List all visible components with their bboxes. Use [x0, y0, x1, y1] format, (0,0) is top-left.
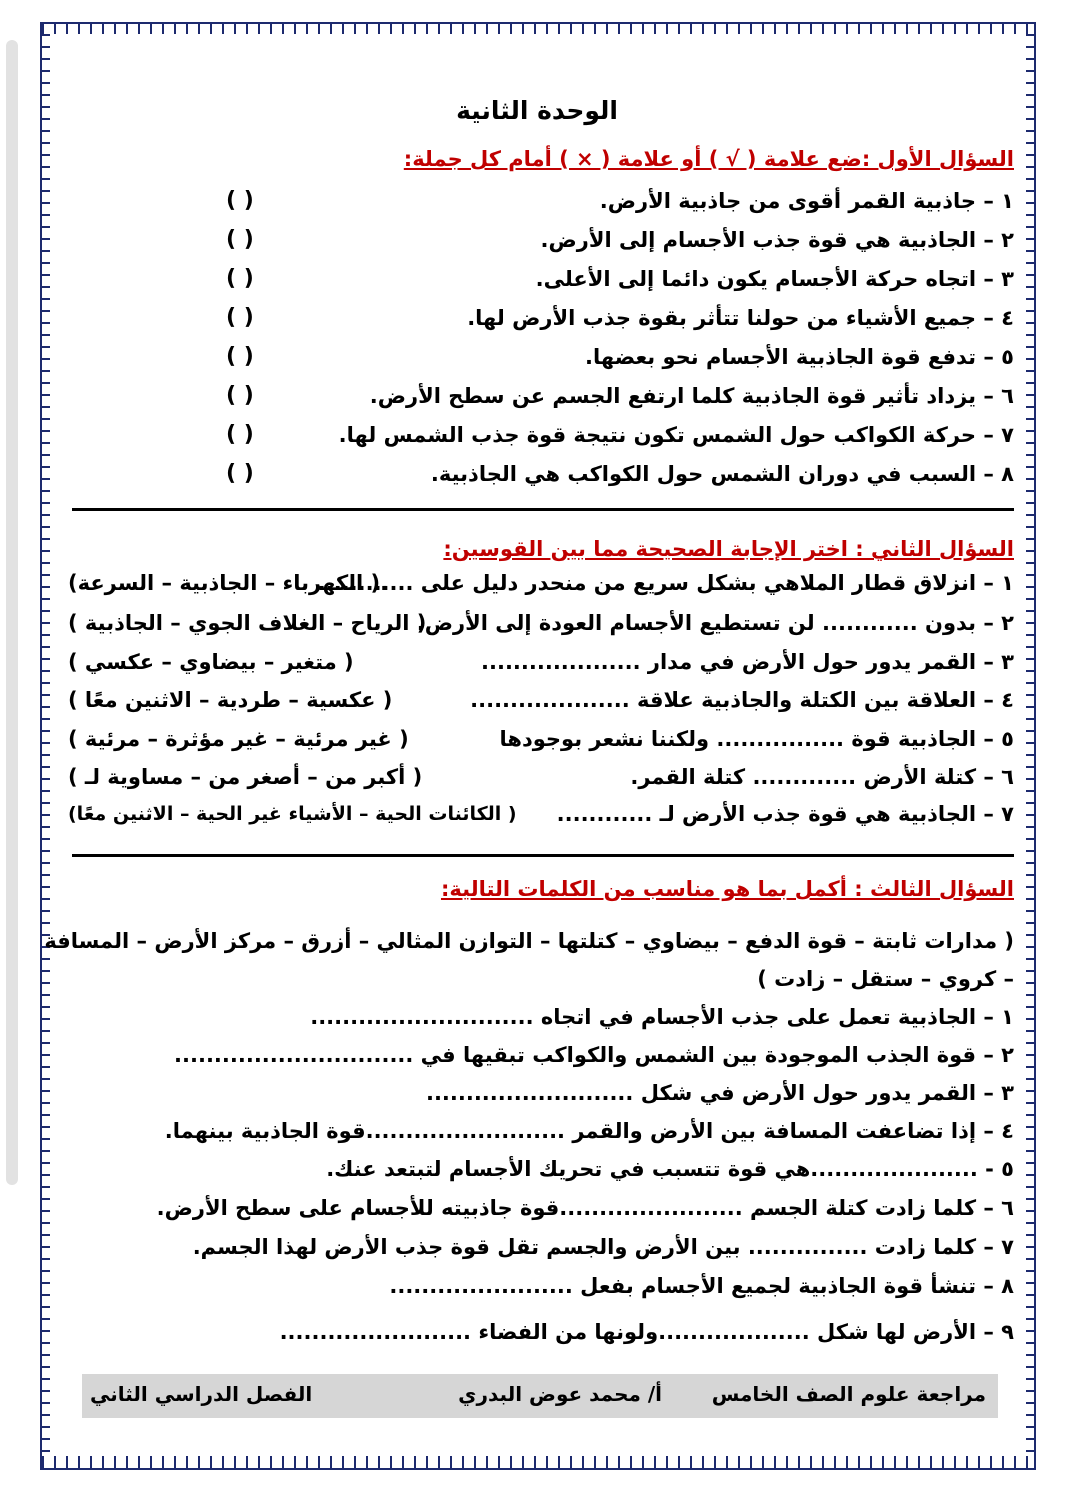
q2-item: ٦ – كتلة الأرض ............. كتلة القمر.: [630, 765, 1014, 789]
q3-item: ٩ – الأرض لها شكل ...................ولونها من الفضاء ........................: [279, 1320, 1014, 1344]
q1-item: ٦ – يزداد تأثير قوة الجاذبية كلما ارتفع الجسم عن سطح الأرض.: [369, 384, 1014, 408]
answer-box[interactable]: ( ): [226, 383, 254, 408]
q1-item: ٤ – جميع الأشياء من حولنا تتأثر بقوة جذب الأرض لها.: [467, 306, 1014, 330]
q2-item: ٤ – العلاقة بين الكتلة والجاذبية علاقة ....................: [470, 688, 1014, 712]
q3-item: ٧ – كلما زادت ............... بين الأرض والجسم تقل قوة جذب الأرض لهذا الجسم.: [192, 1235, 1014, 1259]
answer-box[interactable]: ( ): [226, 344, 254, 369]
footer-teacher: أ/ محمد عوض البدري: [458, 1382, 662, 1406]
q2-options: .( الكهرباء – الجاذبية – السرعة): [68, 571, 389, 595]
answer-box[interactable]: ( ): [226, 461, 254, 486]
q2-options: ( أكبر من – أصغر من – مساوية لـ ): [68, 765, 423, 789]
q3-item: ٢ – قوة الجذب الموجودة بين الشمس والكواكب تبقيها في ..............................: [174, 1043, 1014, 1067]
answer-box[interactable]: ( ): [226, 422, 254, 447]
q3-item: ٣ – القمر يدور حول الأرض في شكل ..........................: [425, 1081, 1014, 1105]
q1-item: ٣ – اتجاه حركة الأجسام يكون دائما إلى الأعلى.: [535, 267, 1014, 291]
q2-options: ( عكسية – طردية – الاثنين معًا ): [68, 688, 393, 712]
q3-item: ٦ – كلما زادت كتلة الجسم .......................قوة جاذبيته للأجسام على سطح الأرض.: [156, 1196, 1014, 1220]
q2-options: ( متغير – بيضاوي – عكسي ): [68, 650, 354, 674]
word-bank: – كروي – ستقل – زادت ): [757, 967, 1014, 991]
scrollbar[interactable]: [6, 40, 18, 1185]
q2-heading: السؤال الثاني : اختر الإجابة الصحيحة مما بين القوسين:: [443, 537, 1014, 561]
q3-item: ١ – الجاذبية تعمل على جذب الأجسام في اتجاه ............................: [310, 1005, 1014, 1029]
greek-key-border-right: [1026, 34, 1034, 1456]
footer-course: مراجعة علوم الصف الخامس: [711, 1382, 986, 1406]
q2-item: ٧ – الجاذبية هي قوة جذب الأرض لـ ............: [556, 802, 1014, 826]
q2-item: ٣ – القمر يدور حول الأرض في مدار ....................: [481, 650, 1014, 674]
section-divider: [72, 854, 1014, 857]
q3-item: ٤ – إذا تضاعفت المسافة بين الأرض والقمر .........................قوة الجاذبية بينهما.: [164, 1119, 1014, 1143]
answer-box[interactable]: ( ): [226, 227, 254, 252]
q2-item: ١ – انزلاق قطار الملاهي بشكل سريع من منحدر دليل على ............: [317, 571, 1014, 595]
q2-item: ٥ – الجاذبية قوة ................ ولكننا نشعر بوجودها: [499, 727, 1014, 751]
word-bank: ( مدارات ثابتة – قوة الدفع – بيضاوي – كتلتها – التوازن المثالي – أزرق – مركز الأرض – المسافة: [44, 929, 1014, 953]
greek-key-border-bottom: [42, 1456, 1034, 1468]
q2-options: ( غير مرئية – غير مؤثرة – مرئية ): [68, 727, 409, 751]
footer-term: الفصل الدراسي الثاني: [90, 1382, 313, 1406]
q1-item: ٨ – السبب في دوران الشمس حول الكواكب هي الجاذبية.: [430, 462, 1014, 486]
q2-options: ( الرياح – الغلاف الجوي – الجاذبية ): [68, 611, 427, 635]
q3-heading: السؤال الثالث : أكمل بما هو مناسب من الكلمات التالية:: [440, 877, 1014, 901]
q1-item: ٧ – حركة الكواكب حول الشمس تكون نتيجة قوة جذب الشمس لها.: [338, 423, 1014, 447]
worksheet: [44, 40, 1018, 1450]
q1-item: ١ – جاذبية القمر أقوى من جاذبية الأرض.: [599, 189, 1014, 213]
q1-heading: السؤال الأول :ضع علامة ( √ ) أو علامة ( × ) أمام كل جملة:: [403, 147, 1014, 171]
answer-box[interactable]: ( ): [226, 188, 254, 213]
q2-item: ٢ – بدون ............ لن تستطيع الأجسام العودة إلى الأرض.: [416, 611, 1014, 635]
q3-item: ٨ – تنشأ قوة الجاذبية لجميع الأجسام بفعل .......................: [389, 1274, 1014, 1298]
q1-item: ٥ – تدفع قوة الجاذبية الأجسام نحو بعضها.: [585, 345, 1014, 369]
footer-bar: [82, 1374, 998, 1418]
q1-item: ٢ – الجاذبية هي قوة جذب الأجسام إلى الأرض.: [540, 228, 1014, 252]
section-divider: [72, 508, 1014, 511]
answer-box[interactable]: ( ): [226, 305, 254, 330]
q3-item: ٥ - .....................هي قوة تتسبب في تحريك الأجسام لتبتعد عنك.: [326, 1157, 1014, 1181]
answer-box[interactable]: ( ): [226, 266, 254, 291]
q2-options: ( الكائنات الحية – الأشياء غير الحية – الاثنين معًا): [68, 803, 517, 825]
greek-key-border-top: [42, 24, 1034, 34]
greek-key-border-left: [42, 34, 50, 1456]
page-title: الوحدة الثانية: [456, 96, 618, 125]
